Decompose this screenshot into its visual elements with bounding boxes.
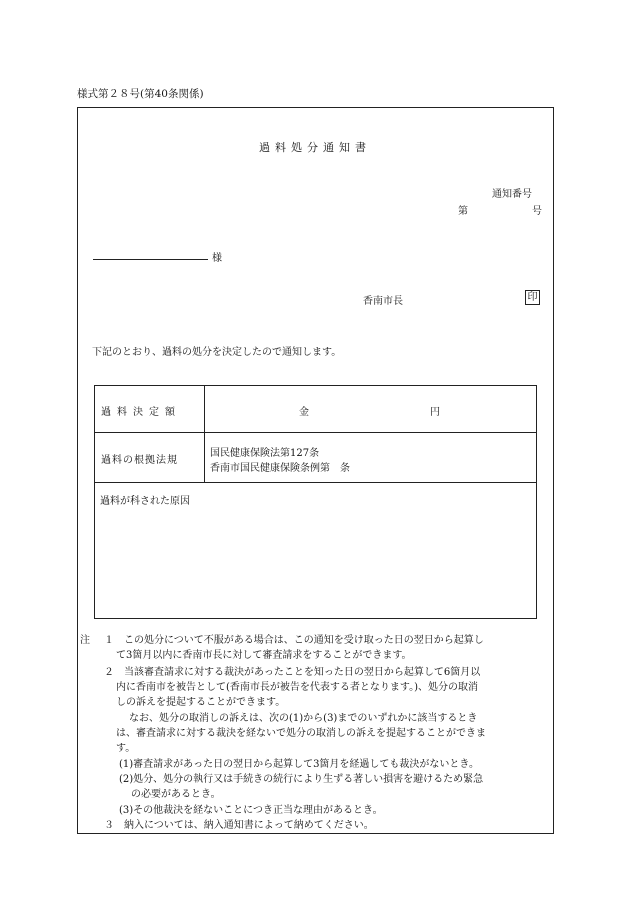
note-line: なお、処分の取消しの訴えは、次の(1)から(3)までのいずれかに該当するとき [129,713,478,724]
note-line: 内に香南市を被告として(香南市長が被告を代表する者となります。)、処分の取消 [116,682,479,693]
note-line: ３ 納入については、納入通知書によって納めてください。 [104,820,374,831]
reason-label: 過料が科された原因 [100,496,190,507]
notes-prefix: 注 [80,635,90,646]
note-line: (3)その他裁決を経ないことにつき正当な理由があるとき。 [119,805,383,816]
addressee-suffix: 様 [212,253,222,264]
note-line: １ この処分について不服がある場合は、この通知を受け取った日の翌日から起算し [104,635,484,646]
note-line: しの訴えを提起することができます。 [116,697,286,708]
note-line: す。 [116,743,136,754]
issuer-name: 香南市長 [363,296,403,307]
note-line: (2)処分、処分の執行又は手続きの続行により生ずる著しい損害を避けるため緊急 [119,774,484,785]
table-divider [95,482,536,483]
amount-en: 円 [430,407,440,418]
table-column-divider [204,386,205,482]
note-line: の必要があるとき。 [131,789,221,800]
amount-kin: 金 [299,407,309,418]
note-line: (1)審査請求があった日の翌日から起算して3箇月を経過しても裁決がないとき。 [119,759,480,770]
notice-number-dai: 第 [458,206,468,217]
legal-basis-label: 過料の根拠法規 [101,455,178,466]
addressee-name-line [93,259,208,260]
legal-basis-line: 国民健康保険法第127条 [210,448,320,459]
form-number: 様式第２８号(第40条関係) [77,88,204,100]
note-line: ２ 当該審査請求に対する裁決があったことを知った日の翌日から起算して6箇月以 [104,667,481,678]
amount-label: 過料決定額 [101,407,181,418]
document-title: 過料処分通知書 [259,141,371,154]
note-line: て3箇月以内に香南市長に対して審査請求をすることができます。 [116,650,412,661]
notice-number-label: 通知番号 [492,189,532,200]
table-divider [95,432,536,433]
seal-stamp: 印 [525,290,540,305]
notice-number-go: 号 [532,206,542,217]
note-line: は、審査請求に対する裁決を経ないで処分の取消しの訴えを提起することができま [116,728,486,739]
legal-basis-line: 香南市国民健康保険条例第 条 [210,463,350,474]
intro-text: 下記のとおり、過料の処分を決定したので通知します。 [92,347,342,358]
